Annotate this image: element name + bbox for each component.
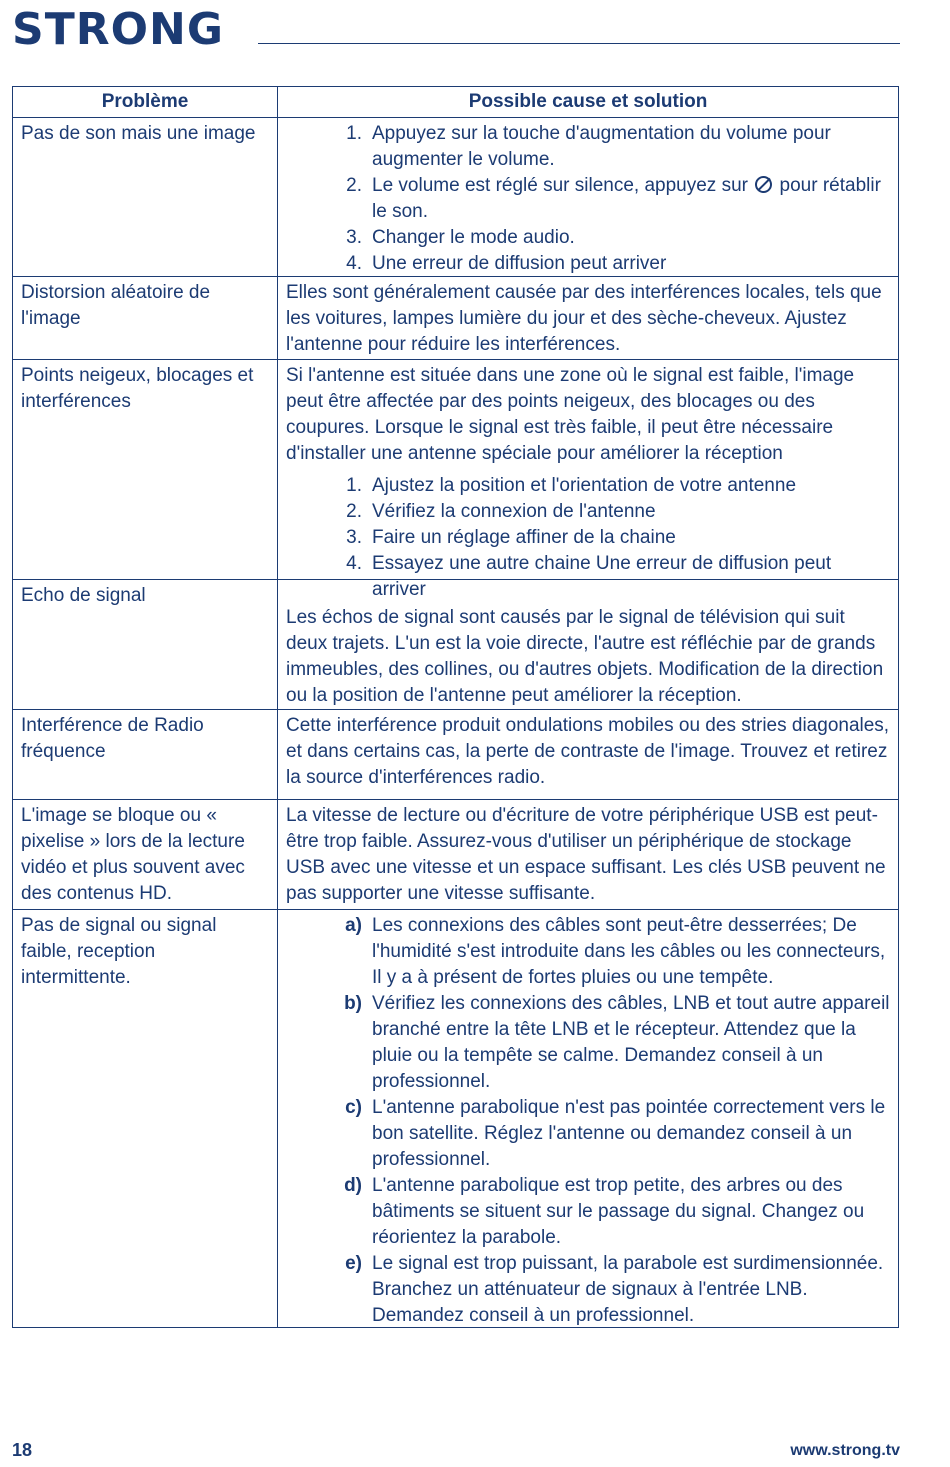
lettered-list bbox=[286, 913, 890, 1329]
list-item: 3. Changer le mode audio. bbox=[346, 227, 575, 248]
troubleshooting-table bbox=[12, 86, 899, 1328]
brand-logo: STRONG bbox=[12, 4, 224, 55]
solution-cell: Les échos de signal sont causés par le signal de télévision qui suit deux trajets. L'un est la voie directe, l'autre est réfléchie par de grands immeubles, des collines, ou d'autres objets. Modification de la direction ou la position de l'antenne peut améliorer la réception. bbox=[286, 607, 884, 706]
table-row bbox=[13, 276, 898, 359]
list-item: d) L'antenne parabolique est trop petite, des arbres ou des bâtiments se situent sur le passage du signal. Changez ou réorientez la parabole. bbox=[344, 1175, 865, 1248]
list-item: e) Le signal est trop puissant, la parabole est surdimensionnée. Branchez un atténuateur de signaux à l'entrée LNB. Demandez conseil à un professionnel. bbox=[345, 1253, 884, 1326]
list-item: b) Vérifiez les connexions des câbles, LNB et tout autre appareil branché entre la tête LNB et le récepteur. Attendez que la pluie ou la tempête se calme. Demandez conseil à un professionnel. bbox=[344, 993, 890, 1092]
table-row bbox=[13, 117, 898, 276]
solution-cell: Cette interférence produit ondulations mobiles ou des stries diagonales, et dans certains cas, la perte de contraste de l'image. Trouvez et retirez la source d'interférences radio. bbox=[286, 715, 890, 788]
problem-cell: Interférence de Radio fréquence bbox=[13, 710, 278, 799]
list-item: 2. Le volume est réglé sur silence, appuyez sur pour rétablir le son. bbox=[346, 175, 881, 222]
list-item: 3. Faire un réglage affiner de la chaine bbox=[346, 527, 676, 548]
list-item: 1. Ajustez la position et l'orientation de votre antenne bbox=[346, 475, 797, 496]
header-divider bbox=[258, 43, 900, 44]
page-number: 18 bbox=[12, 1440, 33, 1460]
table-row bbox=[13, 579, 898, 709]
table-row bbox=[13, 799, 898, 909]
list-item: 4. Essayez une autre chaine Une erreur de diffusion peut arriver bbox=[346, 553, 832, 600]
list-item: a) Les connexions des câbles sont peut-être desserrées; De l'humidité s'est introduite dans les câbles ou les connecteurs, Il y a à présent de fortes pluies ou une tempête. bbox=[345, 915, 886, 988]
list-item: 1. Appuyez sur la touche d'augmentation du volume pour augmenter le volume. bbox=[346, 123, 831, 170]
problem-cell: Points neigeux, blocages et interférences bbox=[13, 360, 278, 579]
solution-cell bbox=[278, 118, 898, 276]
mute-icon bbox=[755, 176, 772, 193]
list-item: 4. Une erreur de diffusion peut arriver bbox=[346, 253, 667, 274]
list-item: 2. Vérifiez la connexion de l'antenne bbox=[346, 501, 656, 522]
problem-cell: Pas de son mais une image bbox=[13, 118, 278, 276]
problem-cell: Pas de signal ou signal faible, reception intermittente. bbox=[13, 910, 278, 1327]
column-header-solution: Possible cause et solution bbox=[468, 91, 708, 112]
solution-cell bbox=[278, 360, 898, 600]
solution-cell bbox=[278, 910, 898, 1327]
column-header-problem: Problème bbox=[13, 87, 278, 117]
table-header-row bbox=[13, 87, 898, 117]
solution-cell: Elles sont généralement causée par des interférences locales, tels que les voitures, lampes lumière du jour et des sèche-cheveux. Ajustez l'antenne pour réduire les interférences. bbox=[286, 282, 882, 355]
problem-cell: Echo de signal bbox=[13, 580, 278, 709]
website-link[interactable]: www.strong.tv bbox=[790, 1442, 900, 1459]
table-row bbox=[13, 909, 898, 1327]
solution-paragraph: Si l'antenne est située dans une zone où le signal est faible, l'image peut être affectée par des points neigeux, des blocages ou des coupures. Lorsque le signal est très faible, il peut être nécessaire d'installer une antenne spéciale pour améliorer la réception bbox=[286, 365, 855, 464]
numbered-list bbox=[286, 121, 890, 277]
problem-cell: L'image se bloque ou « pixelise » lors de la lecture vidéo et plus souvent avec des contenus HD. bbox=[13, 800, 278, 909]
table-row bbox=[13, 709, 898, 799]
list-item: c) L'antenne parabolique n'est pas pointée correctement vers le bon satellite. Réglez l'antenne ou demandez conseil à un professionnel. bbox=[345, 1097, 886, 1170]
problem-cell: Distorsion aléatoire de l'image bbox=[13, 277, 278, 359]
solution-cell: La vitesse de lecture ou d'écriture de votre périphérique USB est peut-être trop faible. Assurez-vous d'utiliser un périphérique de stockage USB avec une vitesse et un espace suffisant. Les clés USB peuvent ne pas supporter une vitesse suffisante. bbox=[286, 805, 886, 904]
